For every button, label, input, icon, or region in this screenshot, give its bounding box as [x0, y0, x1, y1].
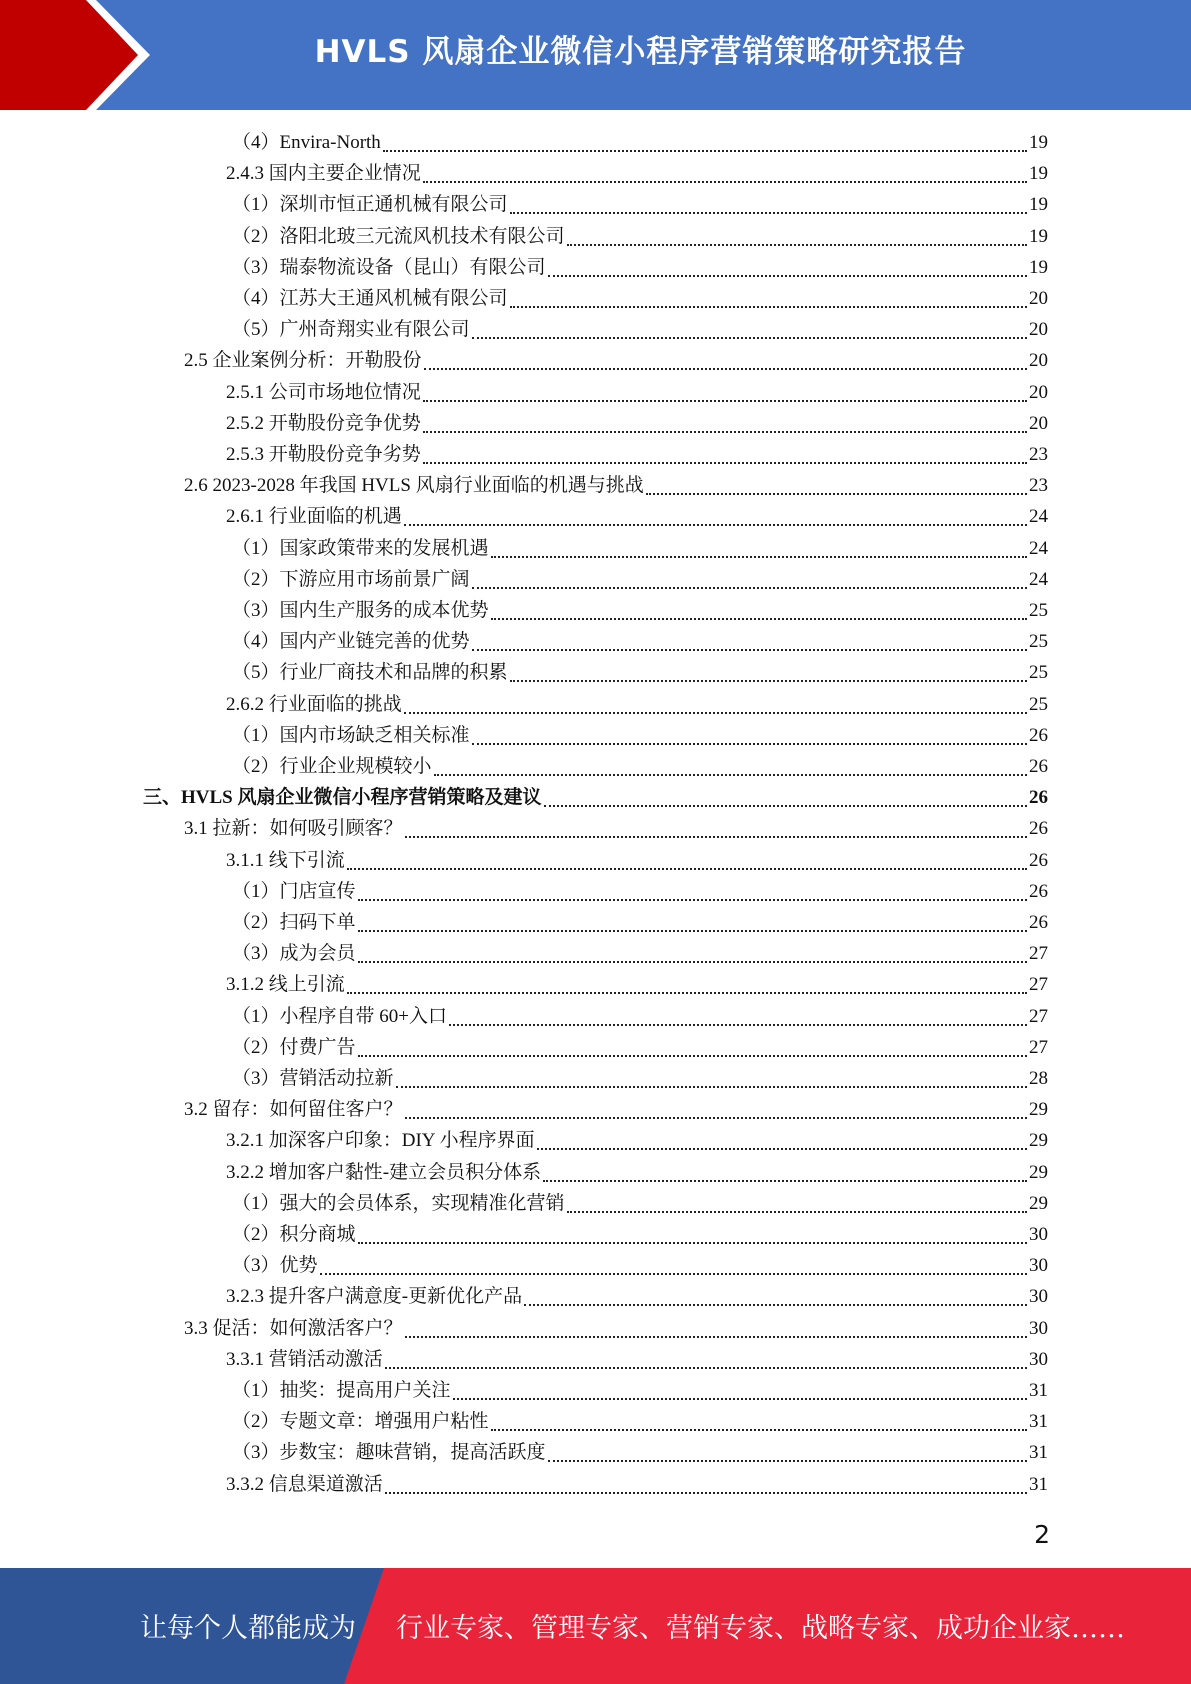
toc-entry[interactable]: [226, 1470, 1048, 1500]
toc-dot-leader: [472, 627, 1027, 651]
toc-entry[interactable]: [143, 783, 1048, 813]
toc-entry-label: （2）专题文章：增强用户粘性: [232, 1411, 489, 1433]
toc-dot-leader: [472, 721, 1027, 745]
toc-entry-label: （3）瑞泰物流设备（昆山）有限公司: [232, 256, 546, 278]
toc-entry-label: 2.5.3 开勒股份竞争劣势: [226, 444, 421, 465]
toc-entry[interactable]: [184, 1095, 1048, 1125]
toc-dot-leader: [404, 502, 1027, 526]
toc-entry-page: 25: [1029, 662, 1048, 684]
toc-entry-page: 31: [1029, 1442, 1048, 1464]
toc-dot-leader: [405, 1314, 1027, 1338]
toc-entry-label: 2.6 2023-2028 年我国 HVLS 风扇行业面临的机遇与挑战: [184, 475, 644, 497]
toc-entry[interactable]: [232, 596, 1048, 626]
toc-entry-page: 20: [1029, 319, 1048, 341]
toc-entry[interactable]: [232, 1376, 1048, 1406]
toc-entry-page: 26: [1029, 818, 1048, 840]
toc-dot-leader: [434, 752, 1027, 776]
toc-entry-label: 3.2.1 加深客户印象：DIY 小程序界面: [226, 1130, 535, 1152]
toc-entry[interactable]: [226, 502, 1048, 532]
toc-entry-page: 31: [1029, 1411, 1048, 1433]
toc-entry[interactable]: [226, 1126, 1048, 1156]
toc-entry[interactable]: [232, 1438, 1048, 1468]
toc-entry[interactable]: [232, 1407, 1048, 1437]
toc-entry-page: 30: [1029, 1286, 1048, 1308]
toc-entry-label: （3）营销活动拉新: [232, 1068, 394, 1089]
page-number: 2: [1034, 1520, 1050, 1549]
toc-dot-leader: [358, 908, 1027, 932]
toc-entry-page: 19: [1029, 256, 1048, 278]
page-header: [0, 0, 1191, 110]
footer-slogan-left: 让每个人都能成为: [140, 1613, 356, 1644]
toc-dot-leader: [548, 253, 1027, 277]
toc-dot-leader: [347, 846, 1027, 870]
toc-entry-page: 20: [1029, 412, 1048, 434]
toc-entry[interactable]: [232, 1033, 1048, 1063]
toc-dot-leader: [510, 284, 1027, 308]
toc-dot-leader: [453, 1376, 1027, 1400]
toc-entry[interactable]: [226, 440, 1048, 470]
toc-entry-label: 3.1.2 线上引流: [226, 974, 345, 996]
toc-entry-label: 3.3.1 营销活动激活: [226, 1348, 383, 1370]
toc-entry-page: 19: [1029, 194, 1048, 216]
toc-entry-label: （2）行业企业规模较小: [232, 756, 432, 777]
toc-entry[interactable]: [226, 970, 1048, 1000]
toc-dot-leader: [543, 1158, 1027, 1182]
toc-entry-label: （3）国内生产服务的成本优势: [232, 600, 489, 621]
toc-entry-page: 25: [1029, 600, 1048, 621]
toc-entry-page: 24: [1029, 506, 1048, 528]
toc-dot-leader: [510, 658, 1027, 682]
toc-entry-page: 26: [1029, 724, 1048, 746]
toc-entry-label: （2）扫码下单: [232, 912, 356, 933]
toc-entry-label: （5）行业厂商技术和品牌的积累: [232, 662, 508, 684]
toc-dot-leader: [524, 1282, 1027, 1306]
toc-entry-page: 19: [1029, 225, 1048, 247]
toc-entry-page: 29: [1029, 1192, 1048, 1214]
toc-entry-label: （2）洛阳北玻三元流风机技术有限公司: [232, 225, 565, 247]
toc-entry-page: 31: [1029, 1380, 1048, 1401]
toc-entry-label: 2.5.2 开勒股份竞争优势: [226, 412, 421, 434]
toc-entry[interactable]: [232, 658, 1048, 688]
toc-entry[interactable]: [232, 1251, 1048, 1281]
toc-entry[interactable]: [232, 1189, 1048, 1219]
toc-entry[interactable]: [226, 846, 1048, 876]
toc-dot-leader: [491, 596, 1027, 620]
toc-entry[interactable]: [226, 690, 1048, 720]
toc-entry[interactable]: [232, 721, 1048, 751]
toc-dot-leader: [320, 1251, 1027, 1275]
toc-entry[interactable]: [232, 908, 1048, 938]
toc-entry-page: 30: [1029, 1224, 1048, 1245]
toc-entry-label: （5）广州奇翔实业有限公司: [232, 319, 470, 341]
toc-entry[interactable]: [232, 128, 1048, 158]
toc-entry-page: 25: [1029, 693, 1048, 715]
toc-entry[interactable]: [232, 1002, 1048, 1032]
toc-dot-leader: [491, 534, 1027, 558]
toc-entry-label: （3）步数宝：趣味营销，提高活跃度: [232, 1442, 546, 1464]
toc-dot-leader: [424, 346, 1027, 370]
toc-entry-label: （1）抽奖：提高用户关注: [232, 1380, 451, 1401]
toc-entry-page: 26: [1029, 787, 1048, 809]
toc-entry-page: 19: [1029, 132, 1048, 153]
toc-entry-label: （3）成为会员: [232, 943, 356, 965]
toc-dot-leader: [347, 970, 1027, 994]
toc-entry[interactable]: [232, 877, 1048, 907]
toc-dot-leader: [491, 1407, 1027, 1431]
toc-entry-label: （3）优势: [232, 1255, 318, 1277]
toc-dot-leader: [537, 1126, 1027, 1150]
toc-entry-label: （4）国内产业链完善的优势: [232, 631, 470, 653]
toc-entry-page: 29: [1029, 1161, 1048, 1183]
toc-dot-leader: [358, 939, 1027, 963]
toc-dot-leader: [404, 690, 1027, 714]
toc-entry[interactable]: [226, 159, 1048, 189]
toc-dot-leader: [358, 1033, 1027, 1057]
toc-entry[interactable]: [232, 284, 1048, 314]
report-title: HVLS 风扇企业微信小程序营销策略研究报告: [314, 34, 967, 70]
toc-entry[interactable]: [226, 1345, 1048, 1375]
toc-entry[interactable]: [232, 253, 1048, 283]
toc-entry-label: （2）付费广告: [232, 1036, 356, 1058]
toc-entry-page: 20: [1029, 350, 1048, 372]
toc-entry-page: 29: [1029, 1130, 1048, 1152]
toc-entry-page: 27: [1029, 1005, 1048, 1027]
toc-entry-label: （1）国内市场缺乏相关标准: [232, 724, 470, 746]
toc-entry-label: 3.1 拉新：如何吸引顾客？: [184, 818, 403, 840]
toc-dot-leader: [544, 783, 1028, 807]
toc-entry-page: 27: [1029, 974, 1048, 996]
footer-slogan-right: 行业专家、管理专家、营销专家、战略专家、成功企业家……: [396, 1613, 1125, 1644]
toc-dot-leader: [472, 565, 1027, 589]
toc-entry-page: 20: [1029, 381, 1048, 403]
page-footer: [0, 1568, 1191, 1684]
toc-entry[interactable]: [232, 1220, 1048, 1250]
toc-entry-page: 27: [1029, 943, 1048, 965]
toc-entry[interactable]: [232, 752, 1048, 782]
toc-dot-leader: [510, 190, 1027, 214]
toc-entry[interactable]: [232, 534, 1048, 564]
toc-entry-page: 24: [1029, 537, 1048, 559]
toc-dot-leader: [567, 1189, 1027, 1213]
toc-entry-page: 30: [1029, 1317, 1048, 1339]
toc-entry-page: 23: [1029, 444, 1048, 465]
toc-entry[interactable]: [232, 190, 1048, 220]
toc-dot-leader: [646, 471, 1027, 495]
toc-entry[interactable]: [232, 565, 1048, 595]
toc-entry-page: 26: [1029, 849, 1048, 871]
toc-entry-label: 3.3 促活：如何激活客户？: [184, 1317, 403, 1339]
toc-entry-page: 26: [1029, 756, 1048, 777]
toc-entry-page: 26: [1029, 912, 1048, 933]
toc-entry-label: （1）国家政策带来的发展机遇: [232, 537, 489, 559]
toc-entry-label: 2.5 企业案例分析：开勒股份: [184, 350, 422, 372]
toc-entry[interactable]: [226, 1158, 1048, 1188]
toc-entry-label: 2.6.2 行业面临的挑战: [226, 693, 402, 715]
toc-dot-leader: [358, 877, 1027, 901]
toc-dot-leader: [423, 378, 1027, 402]
toc-entry-page: 28: [1029, 1068, 1048, 1089]
toc-entry-page: 26: [1029, 880, 1048, 902]
toc-entry-label: 3.2.3 提升客户满意度-更新优化产品: [226, 1286, 523, 1308]
toc-entry[interactable]: [232, 222, 1048, 252]
toc-entry[interactable]: [232, 939, 1048, 969]
toc-entry[interactable]: [226, 409, 1048, 439]
toc-entry[interactable]: [232, 1064, 1048, 1094]
toc-entry[interactable]: [184, 471, 1048, 501]
toc-entry-label: 3.2 留存：如何留住客户？: [184, 1099, 403, 1121]
toc-entry-label: 2.5.1 公司市场地位情况: [226, 381, 421, 403]
toc-dot-leader: [449, 1002, 1027, 1026]
toc-entry-label: 三、HVLS 风扇企业微信小程序营销策略及建议: [143, 787, 542, 809]
toc-entry-page: 24: [1029, 568, 1048, 590]
toc-entry-label: 3.1.1 线下引流: [226, 849, 345, 871]
toc-entry[interactable]: [184, 1314, 1048, 1344]
toc-entry-label: （1）门店宣传: [232, 880, 356, 902]
toc-entry-page: 27: [1029, 1036, 1048, 1058]
toc-entry[interactable]: [184, 346, 1048, 376]
toc-entry-label: （1）深圳市恒正通机械有限公司: [232, 194, 508, 216]
toc-dot-leader: [548, 1438, 1027, 1462]
toc-entry-label: （1）小程序自带 60+入口: [232, 1005, 447, 1027]
toc-dot-leader: [423, 409, 1027, 433]
toc-dot-leader: [472, 315, 1027, 339]
toc-entry-page: 23: [1029, 475, 1048, 497]
toc-entry-label: 3.3.2 信息渠道激活: [226, 1473, 383, 1495]
toc-entry[interactable]: [232, 627, 1048, 657]
toc-entry-label: （4）江苏大王通风机械有限公司: [232, 288, 508, 309]
toc-dot-leader: [358, 1220, 1027, 1244]
toc-dot-leader: [405, 814, 1027, 838]
toc-dot-leader: [383, 128, 1027, 152]
toc-dot-leader: [423, 440, 1027, 464]
toc-entry-page: 30: [1029, 1255, 1048, 1277]
toc-entry-page: 25: [1029, 631, 1048, 653]
toc-entry-label: （1）强大的会员体系，实现精准化营销: [232, 1192, 565, 1214]
toc-entry-label: （4）Envira-North: [232, 132, 381, 153]
toc-entry-page: 20: [1029, 288, 1048, 309]
toc-entry-label: （2）下游应用市场前景广阔: [232, 568, 470, 590]
toc-entry-page: 29: [1029, 1099, 1048, 1121]
toc-entry-label: （2）积分商城: [232, 1224, 356, 1245]
toc-dot-leader: [423, 159, 1027, 183]
toc-entry[interactable]: [226, 1282, 1048, 1312]
toc-entry[interactable]: [226, 378, 1048, 408]
toc-entry[interactable]: [184, 814, 1048, 844]
toc-entry-page: 30: [1029, 1348, 1048, 1370]
toc-entry-page: 31: [1029, 1473, 1048, 1495]
toc-entry-label: 2.4.3 国内主要企业情况: [226, 163, 421, 185]
toc-entry-page: 19: [1029, 163, 1048, 185]
toc-dot-leader: [405, 1095, 1027, 1119]
toc-entry-label: 2.6.1 行业面临的机遇: [226, 506, 402, 528]
toc-entry[interactable]: [232, 315, 1048, 345]
toc-dot-leader: [567, 222, 1027, 246]
toc-dot-leader: [385, 1470, 1027, 1494]
toc-dot-leader: [385, 1345, 1027, 1369]
toc-entry-label: 3.2.2 增加客户黏性-建立会员积分体系: [226, 1161, 542, 1183]
toc-dot-leader: [396, 1064, 1027, 1088]
